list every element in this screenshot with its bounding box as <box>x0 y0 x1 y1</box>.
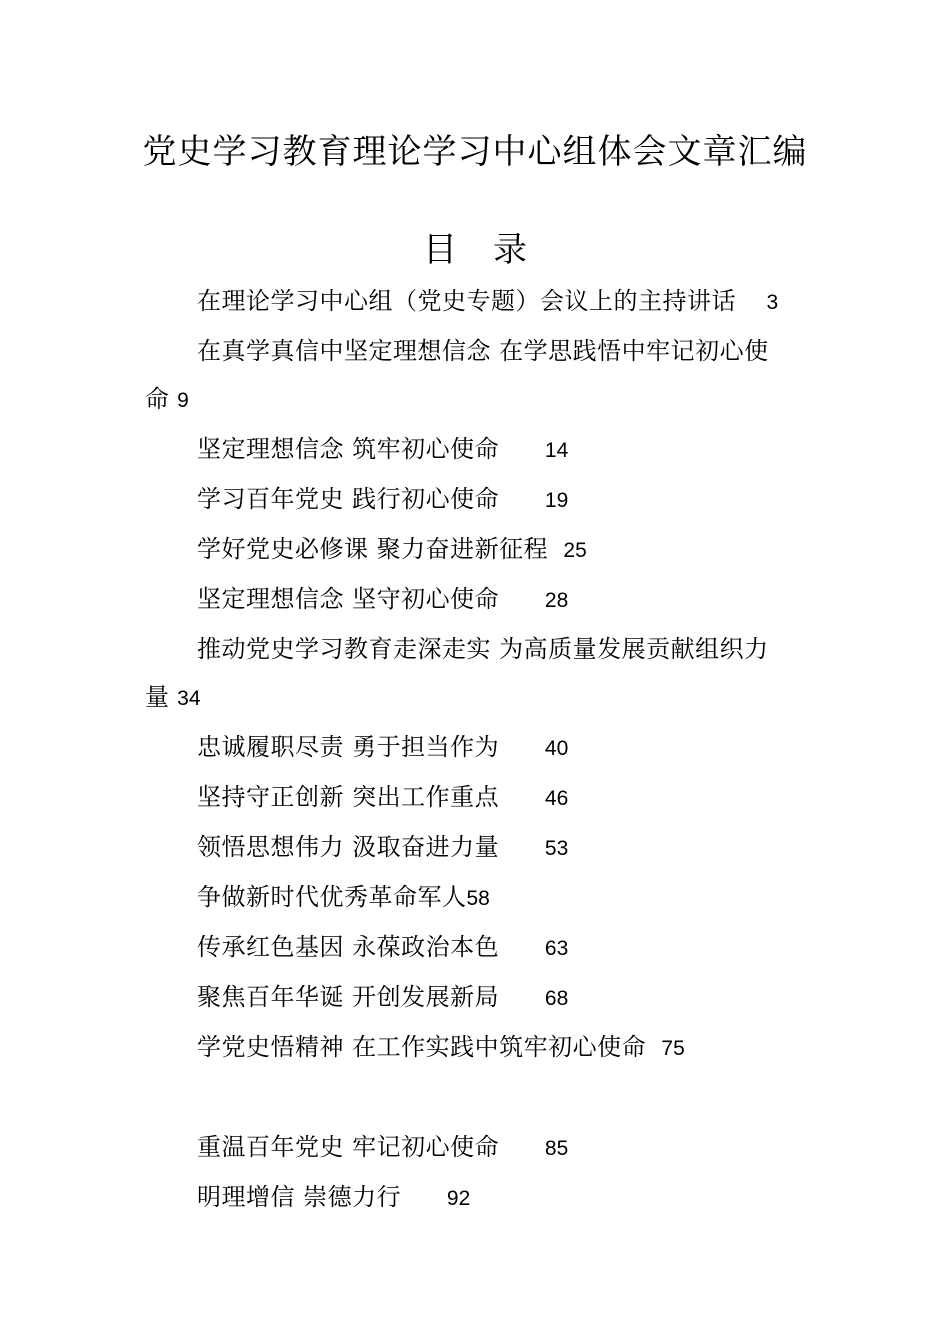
toc-entry-title: 坚持守正创新 突出工作重点 <box>197 783 500 811</box>
toc-entry-title-continued: 命 <box>145 385 170 413</box>
toc-entry-title: 聚焦百年华诞 开创发展新局 <box>197 983 500 1011</box>
toc-entry-page: 25 <box>563 539 587 562</box>
toc-entry-page: 92 <box>446 1187 471 1210</box>
toc-entry[interactable] <box>145 474 810 526</box>
toc-entry[interactable] <box>145 1172 810 1224</box>
toc-entry[interactable] <box>145 922 810 974</box>
toc-entry[interactable] <box>145 772 810 824</box>
toc-entry-title: 坚定理想信念 筑牢初心使命 <box>197 435 500 463</box>
toc-entry-title: 重温百年党史 牢记初心使命 <box>197 1133 500 1161</box>
toc-entry[interactable] <box>145 872 810 924</box>
toc-heading-left: 目 <box>423 230 457 270</box>
toc-entry-page: 85 <box>544 1137 569 1160</box>
toc-entry[interactable] <box>145 972 810 1024</box>
toc-entry[interactable] <box>145 1022 810 1074</box>
toc-entry[interactable] <box>145 1122 810 1174</box>
toc-entry-page: 75 <box>661 1037 685 1060</box>
toc-entry[interactable] <box>145 722 810 774</box>
toc-entry-page: 63 <box>544 937 569 960</box>
toc-entry-title: 坚定理想信念 坚守初心使命 <box>197 585 500 613</box>
toc-entry-title: 传承红色基因 永葆政治本色 <box>197 933 500 961</box>
toc-entry-title: 领悟思想伟力 汲取奋进力量 <box>197 833 500 861</box>
toc-entry-title: 学党史悟精神 在工作实践中筑牢初心使命 <box>197 1033 647 1061</box>
toc-entry-page: 19 <box>544 489 569 512</box>
toc-entry[interactable] <box>145 624 810 724</box>
toc-entry-title: 学习百年党史 践行初心使命 <box>197 485 500 513</box>
toc-entry-page: 28 <box>544 589 569 612</box>
toc-entry-title: 明理增信 崇德力行 <box>197 1183 402 1211</box>
toc-entry-page: 34 <box>177 687 201 710</box>
toc-entry[interactable] <box>145 822 810 874</box>
toc-entry-title: 争做新时代优秀革命军人 <box>197 883 467 911</box>
toc-entry-title: 推动党史学习教育走深走实 为高质量发展贡献组织力 <box>197 635 769 663</box>
toc-entry-title: 在真学真信中坚定理想信念 在学思践悟中牢记初心使 <box>197 337 769 365</box>
toc-entry-page: 58 <box>466 887 490 910</box>
toc-entry-page: 53 <box>544 837 569 860</box>
toc-entry-title: 忠诚履职尽责 勇于担当作为 <box>197 733 500 761</box>
toc-entry-title: 在理论学习中心组（党史专题）会议上的主持讲话 <box>197 287 736 315</box>
toc-heading <box>0 228 950 272</box>
document-title: 党史学习教育理论学习中心组体会文章汇编 <box>142 132 808 172</box>
toc-entry-title: 学好党史必修课 聚力奋进新征程 <box>197 535 549 563</box>
toc-entry-page: 9 <box>177 389 189 412</box>
toc-entry[interactable] <box>145 424 810 476</box>
toc-heading-right: 录 <box>493 230 527 270</box>
toc-entry-page: 46 <box>544 787 569 810</box>
toc-entry-page: 3 <box>766 291 779 314</box>
toc-entry[interactable] <box>145 524 810 576</box>
toc-entry-page: 40 <box>544 737 569 760</box>
toc-entry-title-continued: 量 <box>145 683 170 711</box>
toc-entry[interactable] <box>145 276 810 328</box>
toc-entry-page: 14 <box>544 439 569 462</box>
toc-entry-page: 68 <box>544 987 569 1010</box>
toc-entry[interactable] <box>145 326 810 426</box>
toc-entry[interactable] <box>145 574 810 626</box>
